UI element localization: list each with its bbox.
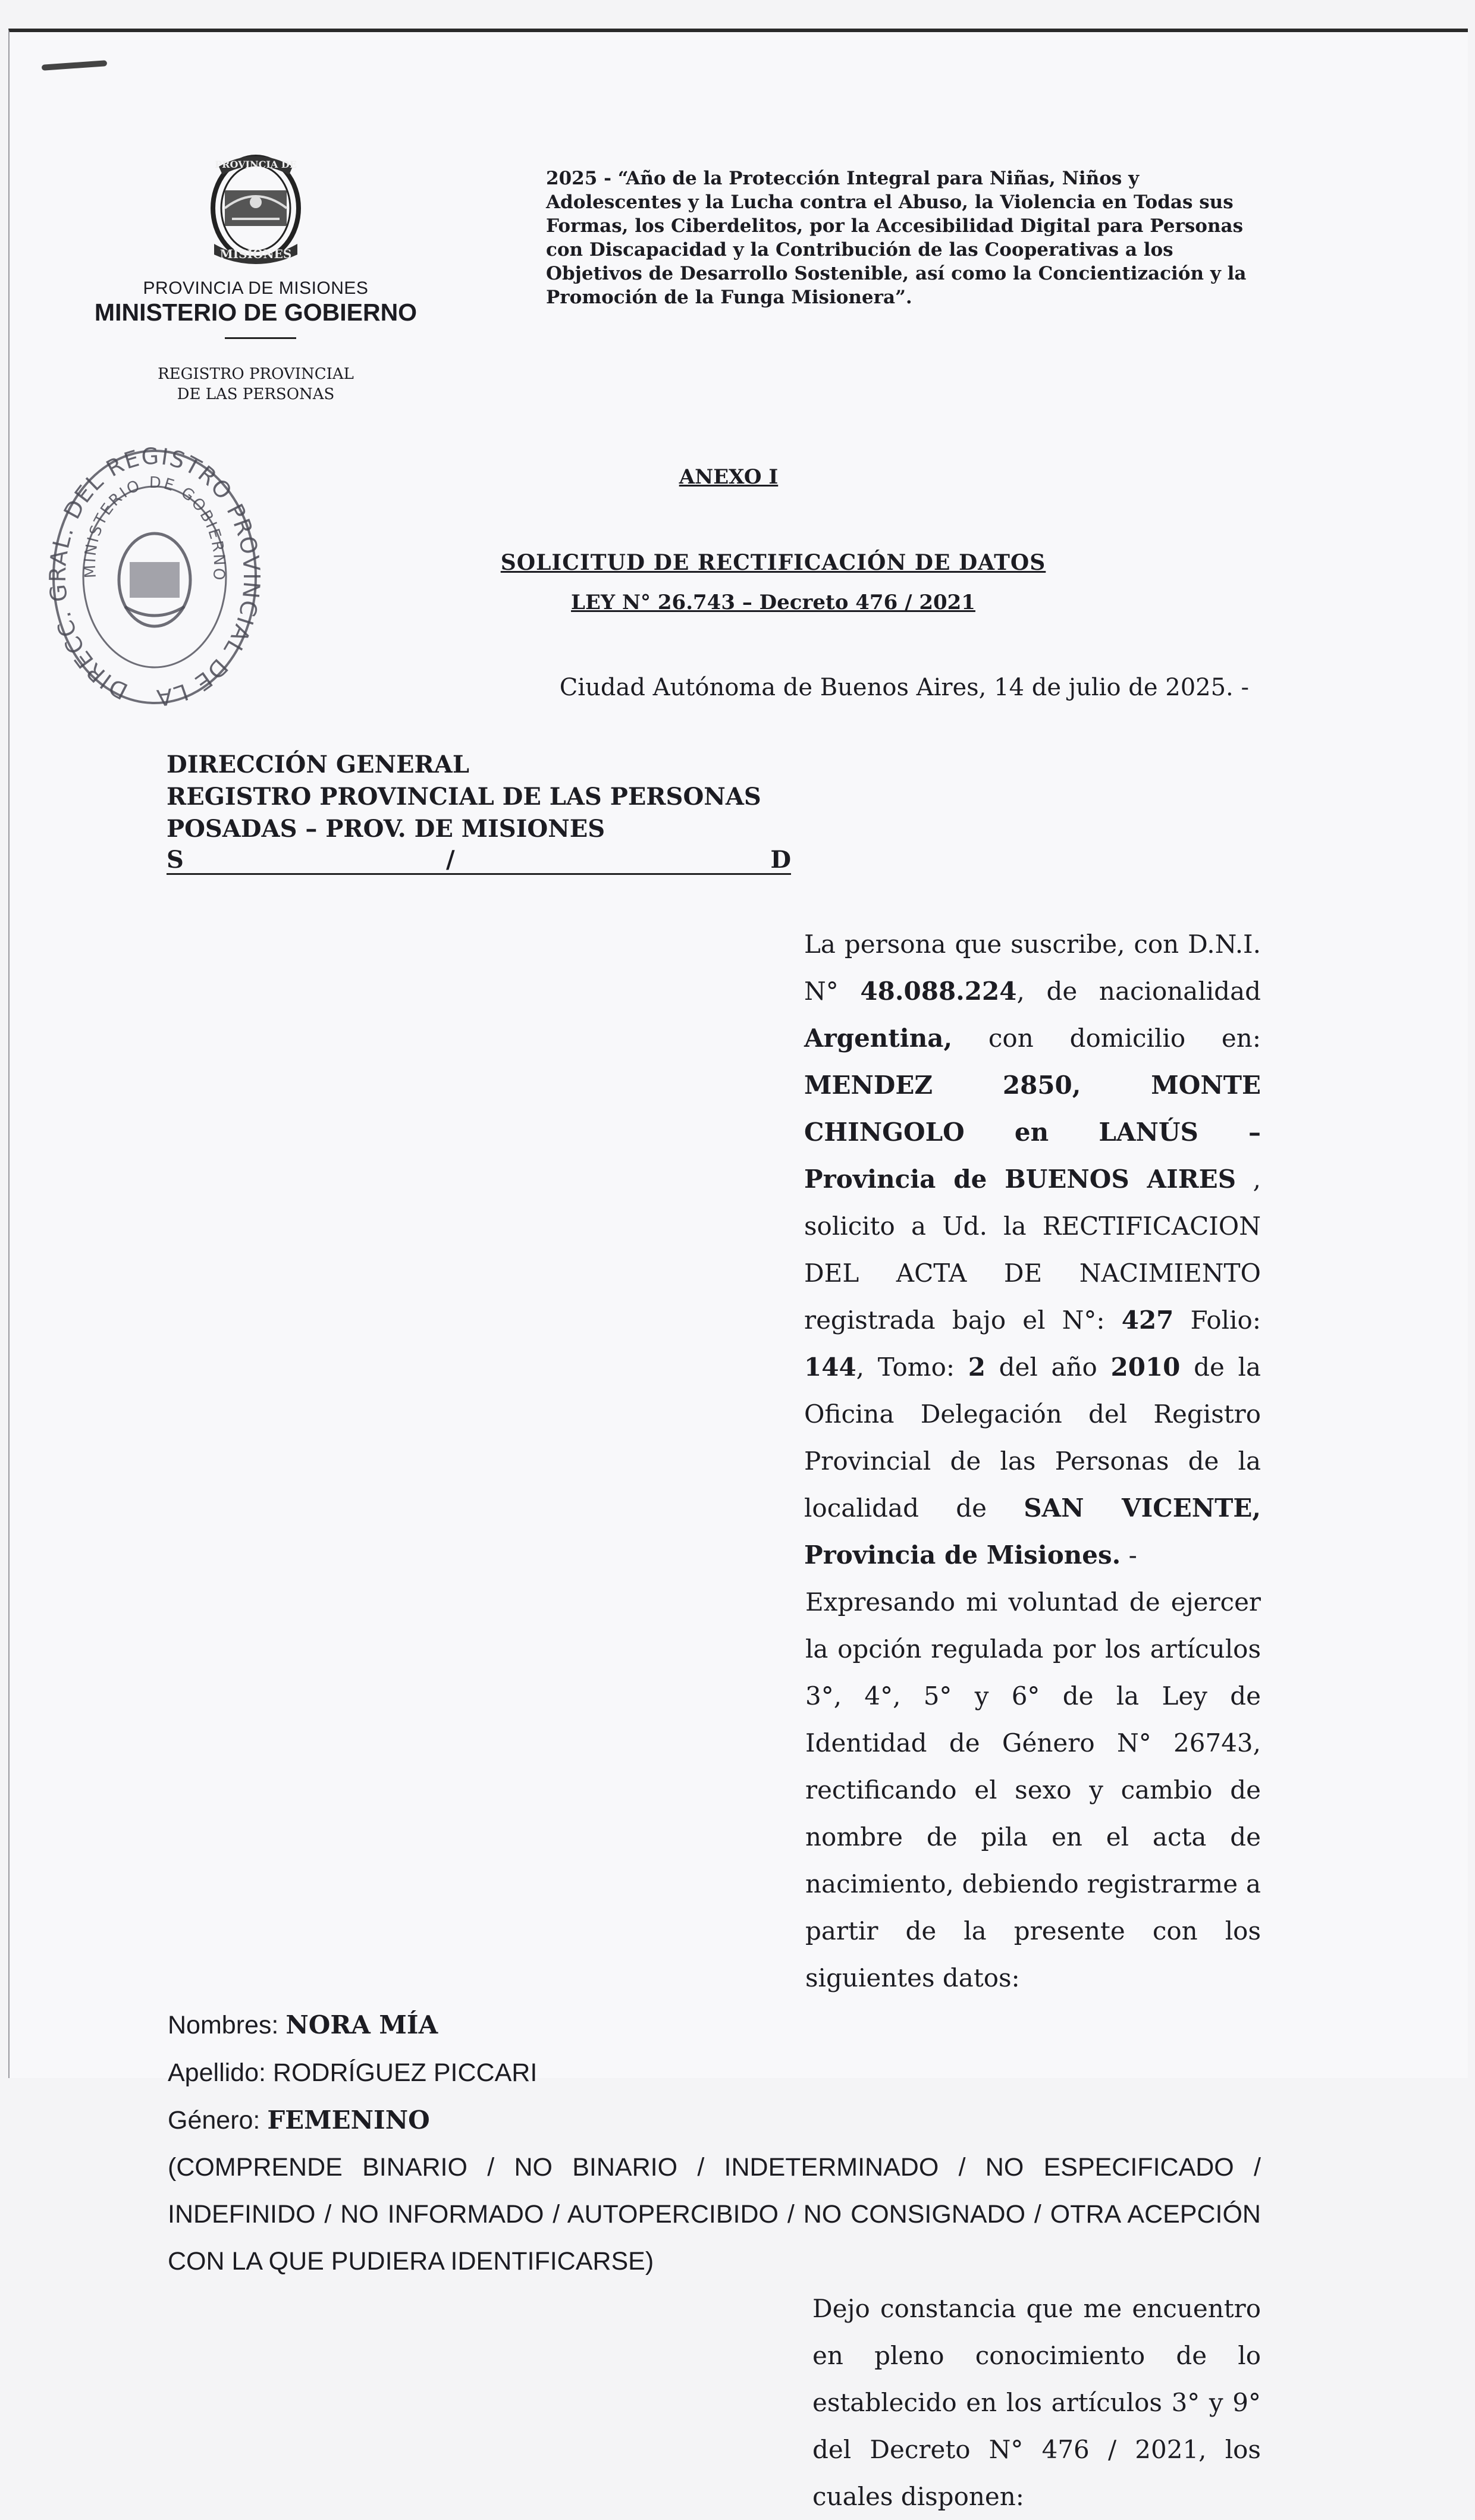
province-name: PROVINCIA DE MISIONES: [143, 278, 369, 298]
document-title: SOLICITUD DE RECTIFICACIÓN DE DATOS: [500, 550, 1046, 575]
recipient-line-3: POSADAS – PROV. DE MISIONES: [167, 815, 605, 843]
surname-value: RODRÍGUEZ PICCARI: [272, 2058, 538, 2087]
ministry-name: MINISTERIO DE GOBIERNO: [94, 299, 418, 326]
recipient-salutation: [167, 846, 791, 875]
recipient-line-1: DIRECCIÓN GENERAL: [167, 751, 469, 779]
annex-label: ANEXO I: [679, 465, 779, 489]
province-coat-of-arms-logo: [196, 149, 315, 268]
year-motto: 2025 - “Año de la Protección Integral para Niñas, Niños y Adolescentes y la Lucha contra el Abuso, la Violencia en Todas sus Formas, los Ciberdelitos, por la Accesibilidad Digital para Personas con Discapacidad y la Contribución de las Cooperativas a los Objetivos de Desarrollo Sostenible, así como la Concientización y la Promoción de la Funga Misionera”.: [546, 168, 1247, 308]
acknowledgement-paragraph: Dejo constancia que me encuentro en pleno conocimiento de lo establecido en los artículos 3° y 9° del Decreto N° 476 / 2021, los cuales disponen:: [812, 2294, 1261, 2511]
svg-text:PROVINCIA DE: PROVINCIA DE: [215, 159, 297, 170]
document-subtitle: LEY N° 26.743 – Decreto 476 / 2021: [571, 591, 975, 614]
names-value: NORA MÍA: [285, 2010, 438, 2039]
gender-field: Género: FEMENINO: [168, 2105, 430, 2135]
svg-text:MINISTERIO DE GOBIERNO: MINISTERIO DE GOBIERNO: [81, 473, 228, 583]
place-and-date: Ciudad Autónoma de Buenos Aires, 14 de julio de 2025. -: [559, 674, 1249, 701]
registry-name: [119, 364, 393, 404]
option-paragraph: Expresando mi voluntad de ejercer la opción regulada por los artículos 3°, 4°, 5° y 6° de la Ley de Identidad de Género N° 26743, rectificando el sexo y cambio de nombre de pila en el acta de nacimiento, debiendo registrarme a partir de la presente con los siguientes datos:: [805, 1587, 1261, 1992]
salutation-slash: /: [446, 846, 455, 874]
svg-text:DIRECC. GRAL. DEL REGISTRO PRO: DIRECC. GRAL. DEL REGISTRO PROVINCIAL DE LA: [44, 443, 265, 711]
locality: SAN VICENTE, Provincia de Misiones.: [804, 1493, 1261, 1570]
salutation-s: S: [167, 846, 184, 874]
salutation-d: D: [770, 846, 791, 874]
gender-options: (COMPRENDE BINARIO / NO BINARIO / INDETERMINADO / NO ESPECIFICADO / INDEFINIDO / NO INFORMADO / AUTOPERCIBIDO / NO CONSIGNADO / OTRA ACEPCIÓN CON LA QUE PUDIERA IDENTIFICARSE): [168, 2153, 1261, 2276]
svg-text:MISIONES: MISIONES: [219, 247, 292, 261]
registry-line-2: DE LAS PERSONAS: [177, 385, 335, 403]
registry-line-1: REGISTRO PROVINCIAL: [158, 365, 354, 383]
tomo-number: 2: [968, 1352, 986, 1382]
divider: [225, 337, 296, 339]
names-field: Nombres: NORA MÍA: [168, 2010, 438, 2039]
nationality: Argentina,: [804, 1024, 953, 1053]
request-paragraph: La persona que suscribe, con D.N.I. N° 48.088.224, de nacionalidad Argentina, con domicilio en: MENDEZ 2850, MONTE CHINGOLO en LANÚS – Provincia de BUENOS AIRES , solicito a Ud. la RECTIFICACION DEL ACTA DE NACIMIENTO registrada bajo el N°: 427 Folio: 144, Tomo: 2 del año 2010 de la Oficina Delegación del Registro Provincial de las Personas de la localidad de SAN VICENTE, Provincia de Misiones. -: [804, 930, 1261, 1570]
document-body: [168, 921, 1261, 2520]
acta-number: 427: [1121, 1305, 1174, 1335]
gender-value: FEMENINO: [267, 2105, 430, 2135]
surname-field: Apellido: RODRÍGUEZ PICCARI: [168, 2058, 538, 2087]
dni-number: 48.088.224: [860, 977, 1017, 1006]
recipient-line-2: REGISTRO PROVINCIAL DE LAS PERSONAS: [167, 783, 761, 811]
folio-number: 144: [804, 1352, 856, 1382]
acta-year: 2010: [1110, 1352, 1181, 1382]
official-seal-stamp: [42, 428, 268, 726]
address: MENDEZ 2850, MONTE CHINGOLO en LANÚS – Provincia de BUENOS AIRES: [804, 1071, 1261, 1194]
